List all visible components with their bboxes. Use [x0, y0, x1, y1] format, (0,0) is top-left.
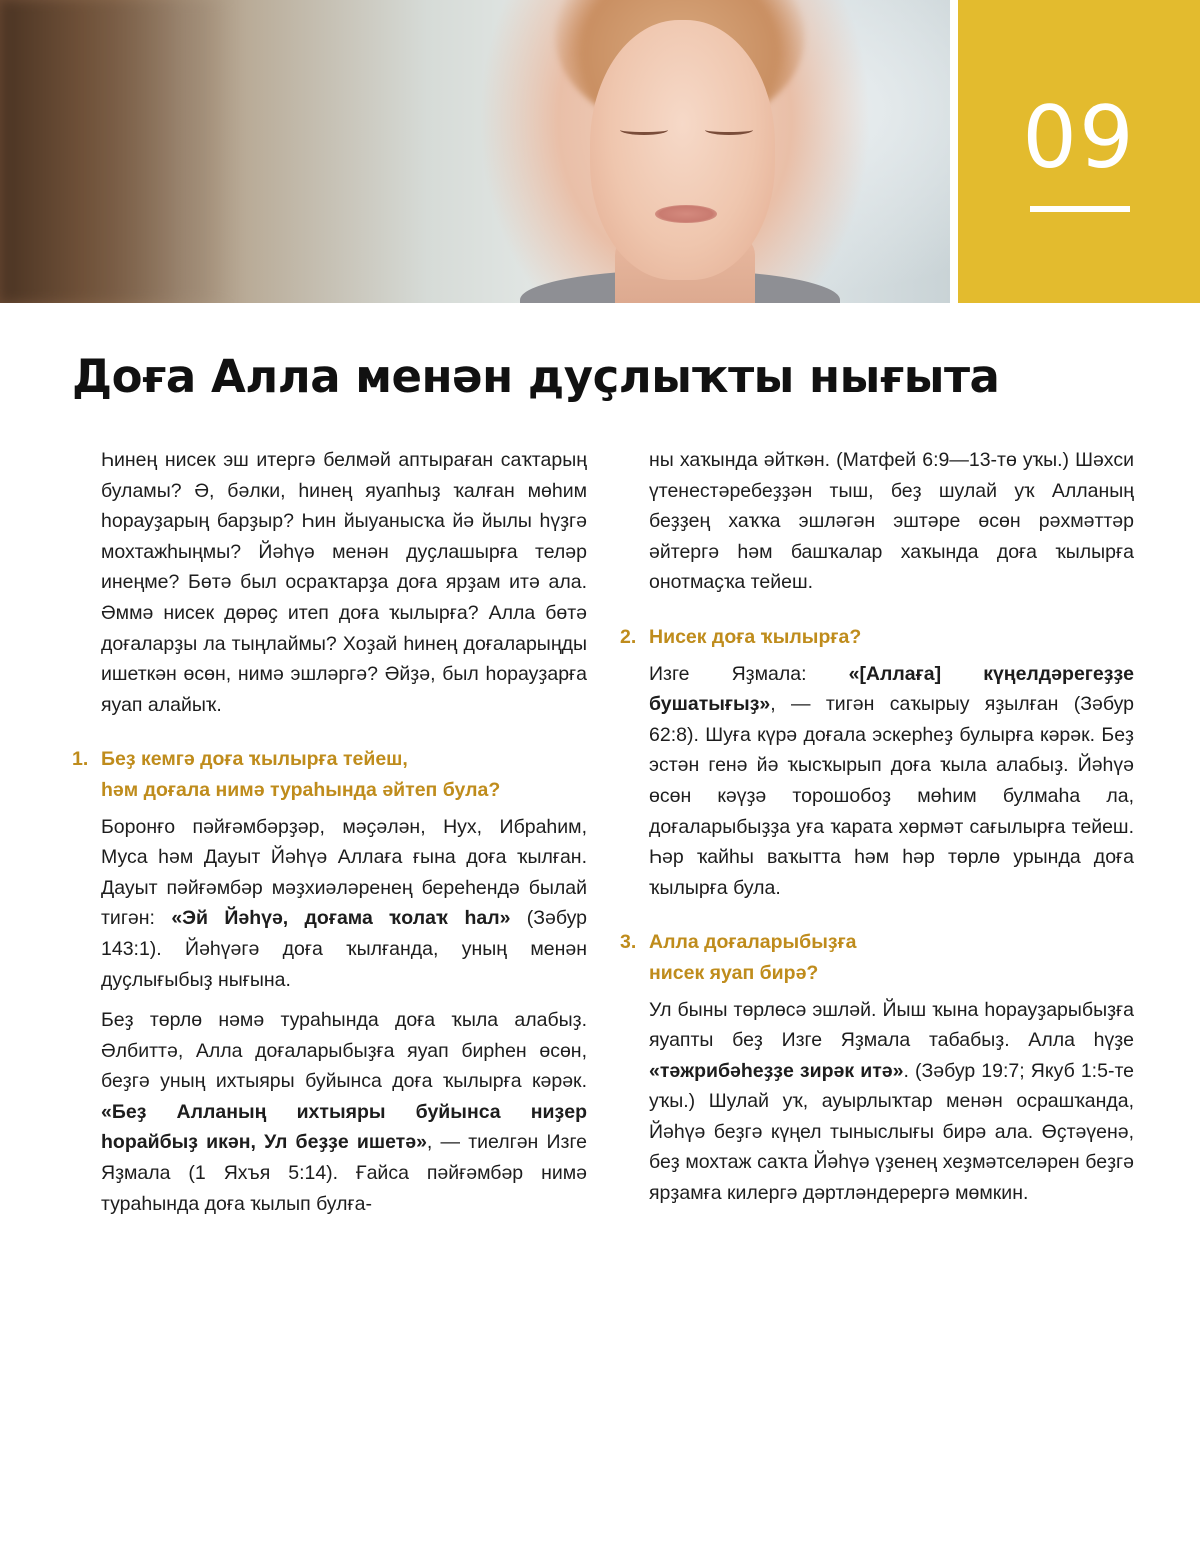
answer-2-paragraph [649, 659, 1134, 904]
scripture-quote: «тәжрибәһеҙҙе зирәк итә» [649, 1059, 904, 1082]
text-run: (Зәбур 143:1). Йәһүәгә доға ҡылғанда, уның менән дуҫлығыбыҙ нығына. [101, 907, 587, 991]
closed-eye-left [620, 125, 668, 135]
header-photo [0, 0, 950, 303]
chapter-badge [958, 0, 1200, 303]
question-3-line-1: Алла доғаларыбыҙға [649, 931, 857, 954]
scripture-quote: «Эй Йәһүә, доғама ҡолаҡ һал» [171, 907, 511, 930]
left-column [72, 445, 587, 1229]
text-run: Беҙ төрлө нәмә тураһында доға ҡыла алабыҙ. Әлбиттә, Алла доғаларыбыҙға яуап бирһен өсөн, беҙгә уның ихтыяры буйынса доға ҡылырға кәрәк. [101, 1009, 587, 1093]
page-title: Доға Алла менән дуҫлыҡты нығыта [72, 350, 1000, 403]
answer-1-paragraph-1 [101, 812, 587, 996]
question-2-number: 2. [620, 625, 637, 648]
answer-1-paragraph-continued: ны хаҡында әйткән. (Матфей 6:9—13-тө уҡы.) Шәхси үтенестәребеҙҙән тыш, беҙ шулай уҡ Алланың беҙҙең хаҡҡа эшләгән эштәре өсөн рәхмәттәр әйтергә һәм башҡалар хаҡында доға ҡылырға онотмаҫҡа тейеш. [649, 449, 1134, 594]
question-3-line-2: нисек яуап бирә? [649, 961, 819, 984]
bookshelf-blur [0, 0, 230, 303]
question-3-heading [620, 927, 1134, 988]
question-2-heading [620, 622, 1134, 653]
lips [655, 205, 717, 223]
question-1-number: 1. [72, 748, 89, 771]
chapter-underline [1030, 206, 1130, 212]
text-run: Изге Яҙмала: [649, 662, 849, 685]
question-1-line-2: һәм доғала нимә тураһында әйтеп була? [101, 778, 501, 801]
text-run: Ул быны төрлөсә эшләй. Йыш ҡына һорауҙарыбыҙға яуапты беҙ Изге Яҙмала табабыҙ. Алла һүҙе [649, 998, 1134, 1052]
scripture-quote: «Беҙ Алланың ихтыяры буйынса ниҙер һорайбыҙ икән, Ул беҙҙе ишетә» [101, 1100, 587, 1154]
question-1-heading [72, 744, 587, 805]
text-run: , — тигән саҡырыу яҙылған (Зәбур 62:8). Шуға күрә доғала эскерһеҙ булырға кәрәк. Беҙ эстән генә йә ҡысҡырып доға ҡыла алабыҙ. Йәһүә өсөн кәүҙә торошобоҙ мөһим булмаһа ла, доғаларыбыҙҙа уға ҡарата хөрмәт сағылырға тейеш. Һәр ҡайһы ваҡытта һәм һәр төрлө урында доға ҡылырға була. [649, 693, 1134, 899]
answer-3-paragraph [649, 995, 1134, 1209]
question-2-line-1: Нисек доға ҡылырға? [649, 625, 862, 648]
text-run: , — тиелгән Изге Яҙмала (1 Яхъя 5:14). Ғайса пәйғәмбәр нимә тураһында доға ҡылып булға- [101, 1131, 587, 1215]
question-1-line-1: Беҙ кемгә доға ҡылырға тейеш, [101, 748, 408, 771]
answer-1-paragraph-2 [101, 1005, 587, 1219]
closed-eye-right [705, 125, 753, 135]
question-3-number: 3. [620, 931, 637, 954]
chapter-number: 09 [1022, 88, 1136, 188]
text-run: Боронғо пәйғәмбәрҙәр, мәҫәлән, Нух, Ибраһим, Муса һәм Дауыт Йәһүә Аллаға ғына доға ҡылған. Дауыт пәйғәмбәр мәҙхиәләренең береһендә былай тигән: [101, 815, 587, 930]
right-column [620, 445, 1134, 1219]
text-run: . (Зәбур 19:7; Якуб 1:5-те уҡы.) Шулай уҡ, ауырлыҡтар менән осрашҡанда, Йәһүә беҙгә күңел тыныслығы бирә ала. Өҫтәүенә, беҙ мохтаж саҡта Йәһүә үҙенең хеҙмәтселәрен беҙгә ярҙамға килергә дәртләндерергә мөмкин. [649, 1059, 1134, 1205]
scripture-quote: «[Аллаға] күңелдәрегеҙҙе бушатығыҙ» [649, 662, 1134, 716]
intro-paragraph: Һинең нисек эш итергә белмәй аптыраған саҡтарың буламы? Ә, бәлки, һинең яуапһыҙ ҡалған мөһим һорауҙарың барҙыр? Һин йыуанысҡа йә йылы һүҙгә мохтажһыңмы? Йәһүә менән дуҫлашырға теләр инеңме? Бөтә был осраҡтарҙа доға ярҙам итә ала. Әммә нисек дөрөҫ итеп доға ҡылырға? Алла бөтә доғаларҙы ла тыңлаймы? Хоҙай һинең доғаларыңды ишеткән өсөн, нимә эшләргә? Әйҙә, был һорауҙарға яуап алайыҡ. [101, 449, 587, 716]
face [590, 20, 775, 280]
